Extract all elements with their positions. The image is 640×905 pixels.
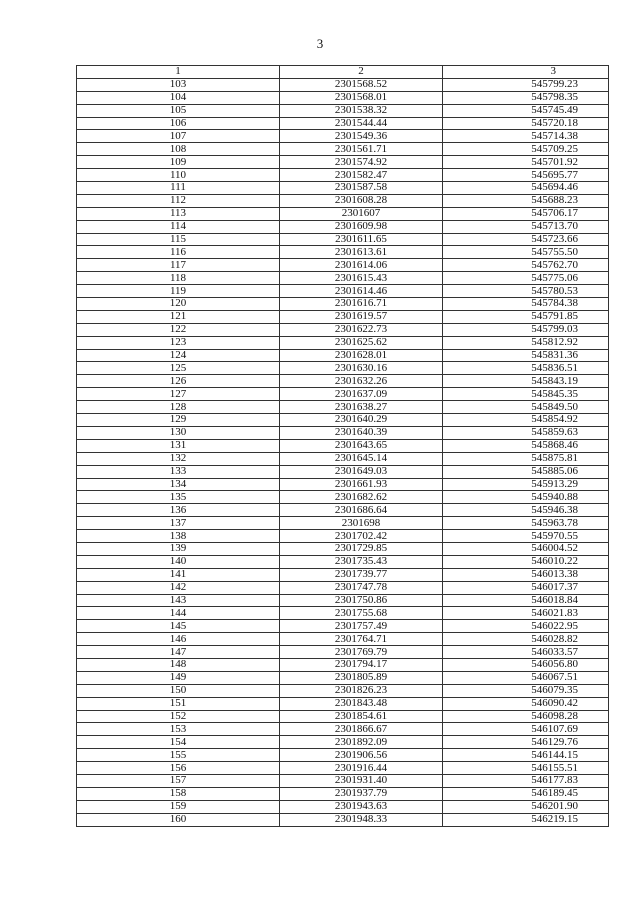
point-number-cell: 115 (77, 233, 280, 246)
y-coordinate-cell: 545780.53 (443, 285, 609, 298)
point-number-cell: 152 (77, 710, 280, 723)
table-row (77, 762, 609, 775)
y-coordinate-cell: 546033.57 (443, 646, 609, 659)
point-number-cell: 109 (77, 156, 280, 169)
y-coordinate-cell: 546107.69 (443, 723, 609, 736)
point-number-cell: 141 (77, 568, 280, 581)
point-number-cell: 131 (77, 439, 280, 452)
x-coordinate-cell: 2301637.09 (280, 388, 443, 401)
table-row (77, 194, 609, 207)
x-coordinate-cell: 2301826.23 (280, 684, 443, 697)
x-coordinate-cell: 2301682.62 (280, 491, 443, 504)
table-row (77, 362, 609, 375)
column-header-x: 2 (280, 66, 443, 79)
y-coordinate-cell: 546013.38 (443, 568, 609, 581)
x-coordinate-cell: 2301640.29 (280, 414, 443, 427)
point-number-cell: 137 (77, 517, 280, 530)
y-coordinate-cell: 545714.38 (443, 130, 609, 143)
table-header-row (77, 66, 609, 79)
table-row (77, 414, 609, 427)
y-coordinate-cell: 545720.18 (443, 117, 609, 130)
table-row (77, 671, 609, 684)
y-coordinate-cell: 546144.15 (443, 749, 609, 762)
table-row (77, 388, 609, 401)
y-coordinate-cell: 545775.06 (443, 272, 609, 285)
table-row (77, 233, 609, 246)
point-number-cell: 110 (77, 169, 280, 182)
point-number-cell: 150 (77, 684, 280, 697)
table-row (77, 426, 609, 439)
point-number-cell: 154 (77, 736, 280, 749)
y-coordinate-cell: 545854.92 (443, 414, 609, 427)
point-number-cell: 116 (77, 246, 280, 259)
x-coordinate-cell: 2301854.61 (280, 710, 443, 723)
point-number-cell: 144 (77, 607, 280, 620)
point-number-cell: 122 (77, 323, 280, 336)
x-coordinate-cell: 2301794.17 (280, 658, 443, 671)
y-coordinate-cell: 545849.50 (443, 401, 609, 414)
point-number-cell: 149 (77, 671, 280, 684)
point-number-cell: 139 (77, 542, 280, 555)
point-number-cell: 112 (77, 194, 280, 207)
y-coordinate-cell: 545798.35 (443, 91, 609, 104)
table-row (77, 774, 609, 787)
table-row (77, 504, 609, 517)
x-coordinate-cell: 2301764.71 (280, 633, 443, 646)
table-row (77, 465, 609, 478)
x-coordinate-cell: 2301643.65 (280, 439, 443, 452)
table-row (77, 104, 609, 117)
table-row (77, 555, 609, 568)
point-number-cell: 106 (77, 117, 280, 130)
y-coordinate-cell: 546010.22 (443, 555, 609, 568)
x-coordinate-cell: 2301568.01 (280, 91, 443, 104)
point-number-cell: 133 (77, 465, 280, 478)
x-coordinate-cell: 2301805.89 (280, 671, 443, 684)
point-number-cell: 108 (77, 143, 280, 156)
x-coordinate-cell: 2301614.46 (280, 285, 443, 298)
y-coordinate-cell: 545963.78 (443, 517, 609, 530)
table-row (77, 697, 609, 710)
x-coordinate-cell: 2301729.85 (280, 542, 443, 555)
table-row (77, 710, 609, 723)
table-row (77, 478, 609, 491)
x-coordinate-cell: 2301843.48 (280, 697, 443, 710)
table-row (77, 207, 609, 220)
point-number-cell: 145 (77, 620, 280, 633)
x-coordinate-cell: 2301757.49 (280, 620, 443, 633)
table-row (77, 723, 609, 736)
point-number-cell: 135 (77, 491, 280, 504)
point-number-cell: 132 (77, 452, 280, 465)
y-coordinate-cell: 545836.51 (443, 362, 609, 375)
point-number-cell: 111 (77, 182, 280, 195)
x-coordinate-cell: 2301630.16 (280, 362, 443, 375)
point-number-cell: 121 (77, 310, 280, 323)
x-coordinate-cell: 2301747.78 (280, 581, 443, 594)
y-coordinate-cell: 545706.17 (443, 207, 609, 220)
x-coordinate-cell: 2301931.40 (280, 774, 443, 787)
x-coordinate-cell: 2301616.71 (280, 298, 443, 311)
point-number-cell: 123 (77, 336, 280, 349)
table-row (77, 581, 609, 594)
y-coordinate-cell: 545694.46 (443, 182, 609, 195)
x-coordinate-cell: 2301649.03 (280, 465, 443, 478)
point-number-cell: 120 (77, 298, 280, 311)
point-number-cell: 129 (77, 414, 280, 427)
x-coordinate-cell: 2301937.79 (280, 787, 443, 800)
table-row (77, 491, 609, 504)
y-coordinate-cell: 546067.51 (443, 671, 609, 684)
point-number-cell: 107 (77, 130, 280, 143)
point-number-cell: 140 (77, 555, 280, 568)
y-coordinate-cell: 546155.51 (443, 762, 609, 775)
y-coordinate-cell: 545868.46 (443, 439, 609, 452)
y-coordinate-cell: 545843.19 (443, 375, 609, 388)
point-number-cell: 153 (77, 723, 280, 736)
table-row (77, 259, 609, 272)
table-row (77, 800, 609, 813)
point-number-cell: 104 (77, 91, 280, 104)
y-coordinate-cell: 545799.23 (443, 78, 609, 91)
x-coordinate-cell: 2301750.86 (280, 594, 443, 607)
point-number-cell: 151 (77, 697, 280, 710)
y-coordinate-cell: 546219.15 (443, 813, 609, 826)
point-number-cell: 113 (77, 207, 280, 220)
point-number-cell: 160 (77, 813, 280, 826)
column-header-y: 3 (443, 66, 609, 79)
table-row (77, 452, 609, 465)
x-coordinate-cell: 2301916.44 (280, 762, 443, 775)
table-row (77, 117, 609, 130)
point-number-cell: 148 (77, 658, 280, 671)
y-coordinate-cell: 545762.70 (443, 259, 609, 272)
x-coordinate-cell: 2301769.79 (280, 646, 443, 659)
table-body (77, 78, 609, 826)
point-number-cell: 114 (77, 220, 280, 233)
table-row (77, 620, 609, 633)
table-row (77, 285, 609, 298)
x-coordinate-cell: 2301755.68 (280, 607, 443, 620)
y-coordinate-cell: 546177.83 (443, 774, 609, 787)
table-row (77, 594, 609, 607)
table-row (77, 568, 609, 581)
y-coordinate-cell: 545859.63 (443, 426, 609, 439)
point-number-cell: 138 (77, 530, 280, 543)
point-number-cell: 158 (77, 787, 280, 800)
point-number-cell: 159 (77, 800, 280, 813)
table-row (77, 310, 609, 323)
x-coordinate-cell: 2301625.62 (280, 336, 443, 349)
x-coordinate-cell: 2301645.14 (280, 452, 443, 465)
y-coordinate-cell: 545946.38 (443, 504, 609, 517)
point-number-cell: 125 (77, 362, 280, 375)
y-coordinate-cell: 545845.35 (443, 388, 609, 401)
x-coordinate-cell: 2301632.26 (280, 375, 443, 388)
point-number-cell: 118 (77, 272, 280, 285)
x-coordinate-cell: 2301622.73 (280, 323, 443, 336)
point-number-cell: 157 (77, 774, 280, 787)
x-coordinate-cell: 2301611.65 (280, 233, 443, 246)
point-number-cell: 142 (77, 581, 280, 594)
x-coordinate-cell: 2301582.47 (280, 169, 443, 182)
table-row (77, 336, 609, 349)
table-row (77, 246, 609, 259)
x-coordinate-cell: 2301587.58 (280, 182, 443, 195)
x-coordinate-cell: 2301561.71 (280, 143, 443, 156)
x-coordinate-cell: 2301892.09 (280, 736, 443, 749)
point-number-cell: 155 (77, 749, 280, 762)
table-row (77, 530, 609, 543)
point-number-cell: 127 (77, 388, 280, 401)
point-number-cell: 128 (77, 401, 280, 414)
y-coordinate-cell: 545695.77 (443, 169, 609, 182)
table-row (77, 156, 609, 169)
y-coordinate-cell: 546028.82 (443, 633, 609, 646)
x-coordinate-cell: 2301638.27 (280, 401, 443, 414)
y-coordinate-cell: 546079.35 (443, 684, 609, 697)
x-coordinate-cell: 2301607 (280, 207, 443, 220)
x-coordinate-cell: 2301544.44 (280, 117, 443, 130)
point-number-cell: 156 (77, 762, 280, 775)
table-row (77, 323, 609, 336)
table-row (77, 633, 609, 646)
x-coordinate-cell: 2301948.33 (280, 813, 443, 826)
table-row (77, 169, 609, 182)
x-coordinate-cell: 2301619.57 (280, 310, 443, 323)
table-row (77, 272, 609, 285)
table-row (77, 542, 609, 555)
x-coordinate-cell: 2301549.36 (280, 130, 443, 143)
table-row (77, 78, 609, 91)
y-coordinate-cell: 545723.66 (443, 233, 609, 246)
y-coordinate-cell: 546056.80 (443, 658, 609, 671)
x-coordinate-cell: 2301698 (280, 517, 443, 530)
point-number-cell: 134 (77, 478, 280, 491)
column-header-point-number: 1 (77, 66, 280, 79)
y-coordinate-cell: 545688.23 (443, 194, 609, 207)
x-coordinate-cell: 2301614.06 (280, 259, 443, 272)
point-number-cell: 117 (77, 259, 280, 272)
y-coordinate-cell: 545745.49 (443, 104, 609, 117)
table-row (77, 813, 609, 826)
table-row (77, 607, 609, 620)
x-coordinate-cell: 2301906.56 (280, 749, 443, 762)
table-row (77, 220, 609, 233)
y-coordinate-cell: 545885.06 (443, 465, 609, 478)
y-coordinate-cell: 546098.28 (443, 710, 609, 723)
table-row (77, 646, 609, 659)
x-coordinate-cell: 2301739.77 (280, 568, 443, 581)
y-coordinate-cell: 546129.76 (443, 736, 609, 749)
x-coordinate-cell: 2301613.61 (280, 246, 443, 259)
point-number-cell: 124 (77, 349, 280, 362)
point-number-cell: 130 (77, 426, 280, 439)
x-coordinate-cell: 2301608.28 (280, 194, 443, 207)
table-row (77, 658, 609, 671)
y-coordinate-cell: 546021.83 (443, 607, 609, 620)
y-coordinate-cell: 546090.42 (443, 697, 609, 710)
y-coordinate-cell: 545791.85 (443, 310, 609, 323)
point-number-cell: 143 (77, 594, 280, 607)
point-number-cell: 147 (77, 646, 280, 659)
x-coordinate-cell: 2301640.39 (280, 426, 443, 439)
x-coordinate-cell: 2301574.92 (280, 156, 443, 169)
y-coordinate-cell: 545784.38 (443, 298, 609, 311)
x-coordinate-cell: 2301568.52 (280, 78, 443, 91)
table-row (77, 349, 609, 362)
point-number-cell: 136 (77, 504, 280, 517)
table-row (77, 91, 609, 104)
table-row (77, 684, 609, 697)
y-coordinate-cell: 545875.81 (443, 452, 609, 465)
y-coordinate-cell: 545701.92 (443, 156, 609, 169)
table-row (77, 736, 609, 749)
table-row (77, 130, 609, 143)
table-row (77, 143, 609, 156)
table-row (77, 517, 609, 530)
x-coordinate-cell: 2301538.32 (280, 104, 443, 117)
y-coordinate-cell: 545709.25 (443, 143, 609, 156)
page-number: 3 (316, 36, 324, 51)
x-coordinate-cell: 2301735.43 (280, 555, 443, 568)
y-coordinate-cell: 545755.50 (443, 246, 609, 259)
y-coordinate-cell: 545713.70 (443, 220, 609, 233)
table-row (77, 401, 609, 414)
x-coordinate-cell: 2301943.63 (280, 800, 443, 813)
y-coordinate-cell: 545913.29 (443, 478, 609, 491)
y-coordinate-cell: 546017.37 (443, 581, 609, 594)
point-number-cell: 119 (77, 285, 280, 298)
y-coordinate-cell: 545940.88 (443, 491, 609, 504)
y-coordinate-cell: 546018.84 (443, 594, 609, 607)
table-row (77, 787, 609, 800)
x-coordinate-cell: 2301866.67 (280, 723, 443, 736)
point-number-cell: 126 (77, 375, 280, 388)
y-coordinate-cell: 546004.52 (443, 542, 609, 555)
y-coordinate-cell: 545812.92 (443, 336, 609, 349)
table-row (77, 749, 609, 762)
x-coordinate-cell: 2301686.64 (280, 504, 443, 517)
point-number-cell: 103 (77, 78, 280, 91)
y-coordinate-cell: 546201.90 (443, 800, 609, 813)
point-number-cell: 146 (77, 633, 280, 646)
y-coordinate-cell: 545799.03 (443, 323, 609, 336)
x-coordinate-cell: 2301628.01 (280, 349, 443, 362)
y-coordinate-cell: 545831.36 (443, 349, 609, 362)
x-coordinate-cell: 2301615.43 (280, 272, 443, 285)
x-coordinate-cell: 2301609.98 (280, 220, 443, 233)
y-coordinate-cell: 546189.45 (443, 787, 609, 800)
y-coordinate-cell: 546022.95 (443, 620, 609, 633)
table-row (77, 182, 609, 195)
table-row (77, 298, 609, 311)
y-coordinate-cell: 545970.55 (443, 530, 609, 543)
x-coordinate-cell: 2301661.93 (280, 478, 443, 491)
coordinates-table (76, 65, 609, 827)
x-coordinate-cell: 2301702.42 (280, 530, 443, 543)
table-row (77, 439, 609, 452)
table-row (77, 375, 609, 388)
point-number-cell: 105 (77, 104, 280, 117)
